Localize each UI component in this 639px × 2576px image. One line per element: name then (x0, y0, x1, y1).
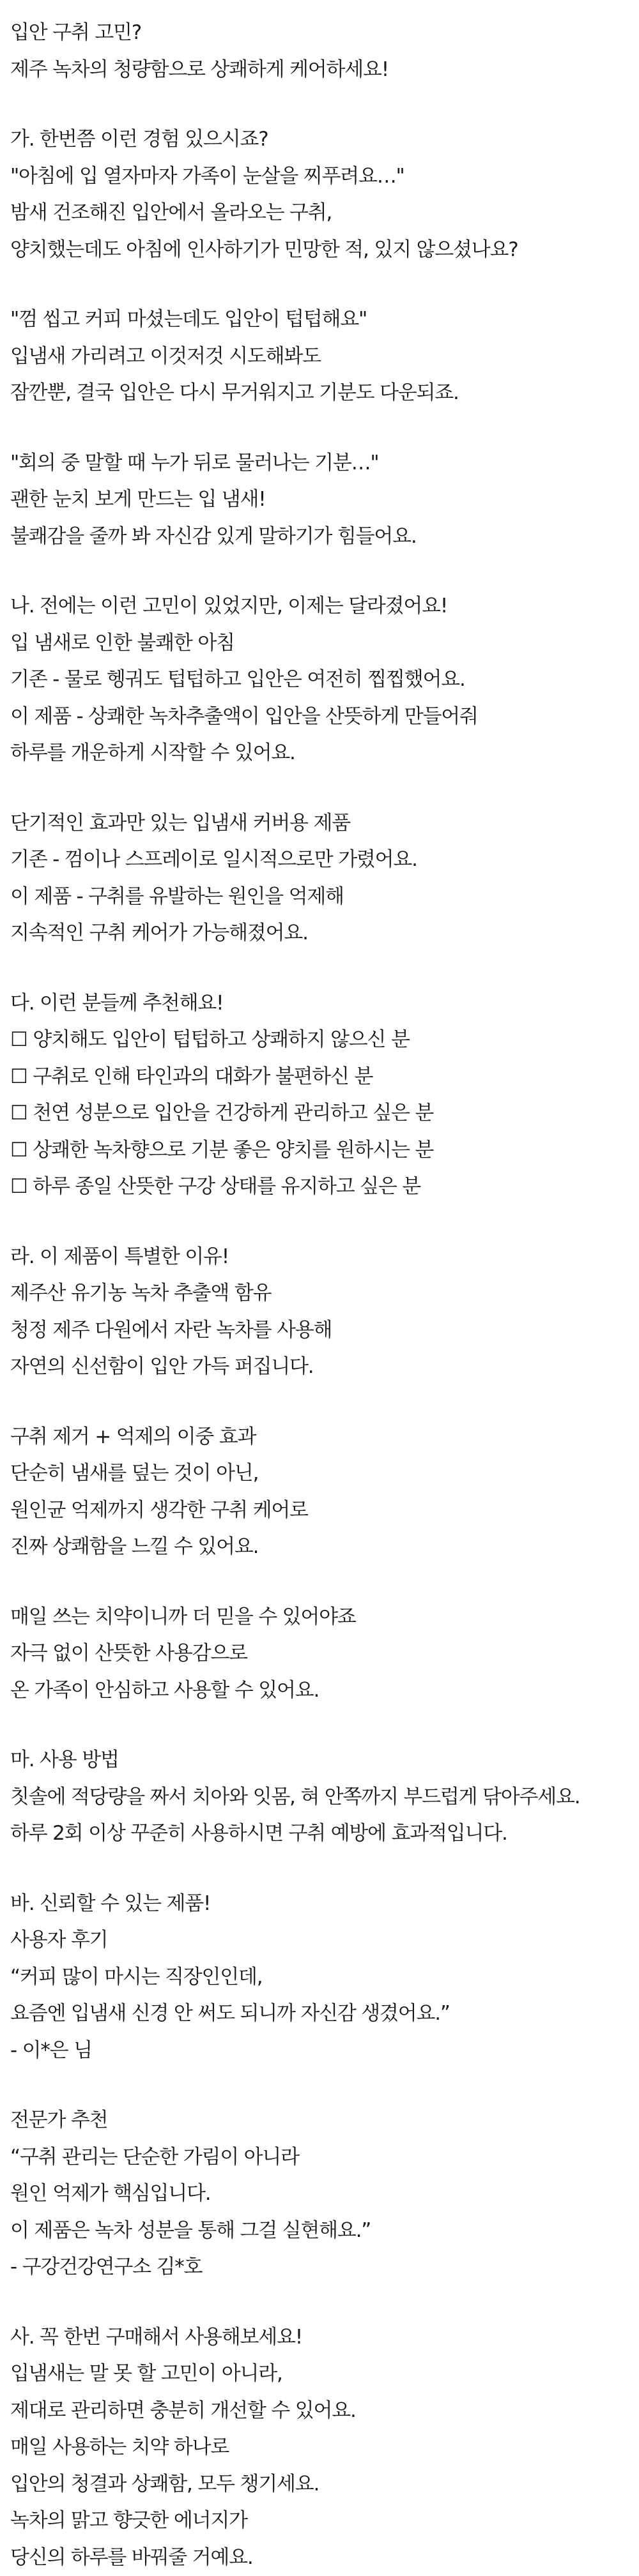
text-line: 하루 2회 이상 꾸준히 사용하시면 구취 예방에 효과적입니다. (10, 1815, 630, 1852)
section-heading: 마. 사용 방법 (10, 1742, 630, 1779)
text-line: 잠깐뿐, 결국 입안은 다시 무거워지고 기분도 다운되죠. (10, 375, 630, 412)
text-line: 하루를 개운하게 시작할 수 있어요. (10, 735, 630, 772)
checklist-item: ☐ 상쾌한 녹차향으로 기분 좋은 양치를 원하시는 분 (10, 1132, 630, 1169)
paragraph-gap (10, 88, 630, 107)
paragraph-daily-use (10, 1599, 630, 1709)
paragraph-gap (10, 1852, 630, 1871)
checklist-item: ☐ 양치해도 입안이 텁텁하고 상쾌하지 않으신 분 (10, 1022, 630, 1059)
section-heading: 바. 신뢰할 수 있는 제품! (10, 1886, 630, 1923)
text-line: 단순히 냄새를 덮는 것이 아닌, (10, 1455, 630, 1492)
expert-quote: “구취 관리는 단순한 가림이 아니라 (10, 2139, 630, 2176)
text-line: 지속적인 구취 케어가 가능해졌어요. (10, 915, 630, 952)
text-line: "회의 중 말할 때 누가 뒤로 물러나는 기분…" (10, 445, 630, 482)
section-da-recommend (10, 985, 630, 1206)
paragraph-gap (10, 1386, 630, 1404)
section-ra-special (10, 1239, 630, 1386)
checklist-item: ☐ 천연 성분으로 입안을 건강하게 관리하고 싶은 분 (10, 1095, 630, 1132)
expert-quote: 이 제품은 녹차 성분을 통해 그걸 실현해요.” (10, 2213, 630, 2250)
section-heading: 다. 이런 분들께 추천해요! (10, 985, 630, 1022)
paragraph-gap (10, 2286, 630, 2305)
paragraph-gap (10, 952, 630, 971)
paragraph-gap (10, 2069, 630, 2087)
section-na-before-after (10, 588, 630, 772)
text-line: 기존 - 물로 헹궈도 텁텁하고 입안은 여전히 찝찝했어요. (10, 662, 630, 699)
section-heading: 라. 이 제품이 특별한 이유! (10, 1239, 630, 1276)
paragraph-short-term-cover (10, 805, 630, 952)
expert-quote: 원인 억제가 핵심입니다. (10, 2176, 630, 2213)
paragraph-double-effect (10, 1419, 630, 1566)
paragraph-gap (10, 1709, 630, 1727)
text-line: 기존 - 껌이나 스프레이로 일시적으로만 가렸어요. (10, 842, 630, 879)
paragraph-gap (10, 412, 630, 430)
text-line: 입냄새 가리려고 이것저것 시도해봐도 (10, 338, 630, 375)
section-heading: 사. 꼭 한번 구매해서 사용해보세요! (10, 2319, 630, 2356)
text-line: 이 제품 - 구취를 유발하는 원인을 억제해 (10, 879, 630, 916)
text-line: 자극 없이 산뜻한 사용감으로 (10, 1635, 630, 1672)
section-ga-experience (10, 121, 630, 268)
section-ba-trust (10, 1886, 630, 2070)
text-line: 구취 제거 + 억제의 이중 효과 (10, 1419, 630, 1456)
text-line: 전문가 추천 (10, 2102, 630, 2139)
text-line: 온 가족이 안심하고 사용할 수 있어요. (10, 1672, 630, 1709)
paragraph-gap (10, 1566, 630, 1584)
text-line: 제대로 관리하면 충분히 개선할 수 있어요. (10, 2393, 630, 2430)
paragraph-gap (10, 268, 630, 287)
text-line: 진짜 상쾌함을 느낄 수 있어요. (10, 1529, 630, 1566)
text-line: 원인균 억제까지 생각한 구취 케어로 (10, 1492, 630, 1529)
section-heading: 나. 전에는 이런 고민이 있었지만, 이제는 달라졌어요! (10, 588, 630, 625)
text-line: 단기적인 효과만 있는 입냄새 커버용 제품 (10, 805, 630, 842)
text-line: "아침에 입 열자마자 가족이 눈살을 찌푸려요…" (10, 158, 630, 195)
paragraph-expert (10, 2102, 630, 2286)
text-line: 자연의 신선함이 입안 가득 퍼집니다. (10, 1349, 630, 1386)
paragraph-gap (10, 1206, 630, 1224)
text-line: "껌 씹고 커피 마셨는데도 입안이 텁텁해요" (10, 301, 630, 338)
section-sa-purchase (10, 2319, 630, 2576)
checklist-item: ☐ 하루 종일 산뜻한 구강 상태를 유지하고 싶은 분 (10, 1169, 630, 1206)
text-line: 밤새 건조해진 입안에서 올라오는 구취, (10, 195, 630, 232)
text-line: 매일 쓰는 치약이니까 더 믿을 수 있어야죠 (10, 1599, 630, 1636)
text-line: 제주 녹차의 청량함으로 상쾌하게 케어하세요! (10, 52, 630, 89)
checklist-item: ☐ 구취로 인해 타인과의 대화가 불편하신 분 (10, 1059, 630, 1096)
text-line: 괜한 눈치 보게 만드는 입 냄새! (10, 481, 630, 519)
review-quote: “커피 많이 마시는 직장인인데, (10, 1959, 630, 1996)
text-line: 양치했는데도 아침에 인사하기가 민망한 적, 있지 않으셨나요? (10, 232, 630, 269)
text-line: 칫솔에 적당량을 짜서 치아와 잇몸, 혀 안쪽까지 부드럽게 닦아주세요. (10, 1779, 630, 1816)
section-heading: 가. 한번쯤 이런 경험 있으시죠? (10, 121, 630, 158)
text-line: 청정 제주 다원에서 자란 녹차를 사용해 (10, 1312, 630, 1349)
review-author: - 이*은 님 (10, 2033, 630, 2070)
text-line: 제주산 유기농 녹차 추출액 함유 (10, 1275, 630, 1312)
text-line: 입냄새는 말 못 할 고민이 아니라, (10, 2356, 630, 2393)
text-line: 불쾌감을 줄까 봐 자신감 있게 말하기가 힘들어요. (10, 519, 630, 556)
text-line: 이 제품 - 상쾌한 녹차추출액이 입안을 산뜻하게 만들어줘 (10, 699, 630, 736)
paragraph-meeting (10, 445, 630, 556)
expert-author: - 구강건강연구소 김*호 (10, 2249, 630, 2286)
text-line: 입 냄새로 인한 불쾌한 아침 (10, 625, 630, 662)
text-line: 녹차의 맑고 향긋한 에너지가 (10, 2503, 630, 2540)
text-line: 입안 구취 고민? (10, 15, 630, 52)
paragraph-gap (10, 555, 630, 573)
text-line: 매일 사용하는 치약 하나로 (10, 2429, 630, 2466)
section-intro (10, 15, 630, 88)
paragraph-gap (10, 772, 630, 791)
text-line: 입안의 청결과 상쾌함, 모두 챙기세요. (10, 2466, 630, 2503)
section-ma-usage (10, 1742, 630, 1852)
paragraph-gum-coffee (10, 301, 630, 412)
text-line: 당신의 하루를 바꿔줄 거예요. (10, 2540, 630, 2576)
review-quote: 요즘엔 입냄새 신경 안 써도 되니까 자신감 생겼어요.” (10, 1996, 630, 2033)
document-body (10, 0, 630, 2576)
text-line: 사용자 후기 (10, 1922, 630, 1959)
